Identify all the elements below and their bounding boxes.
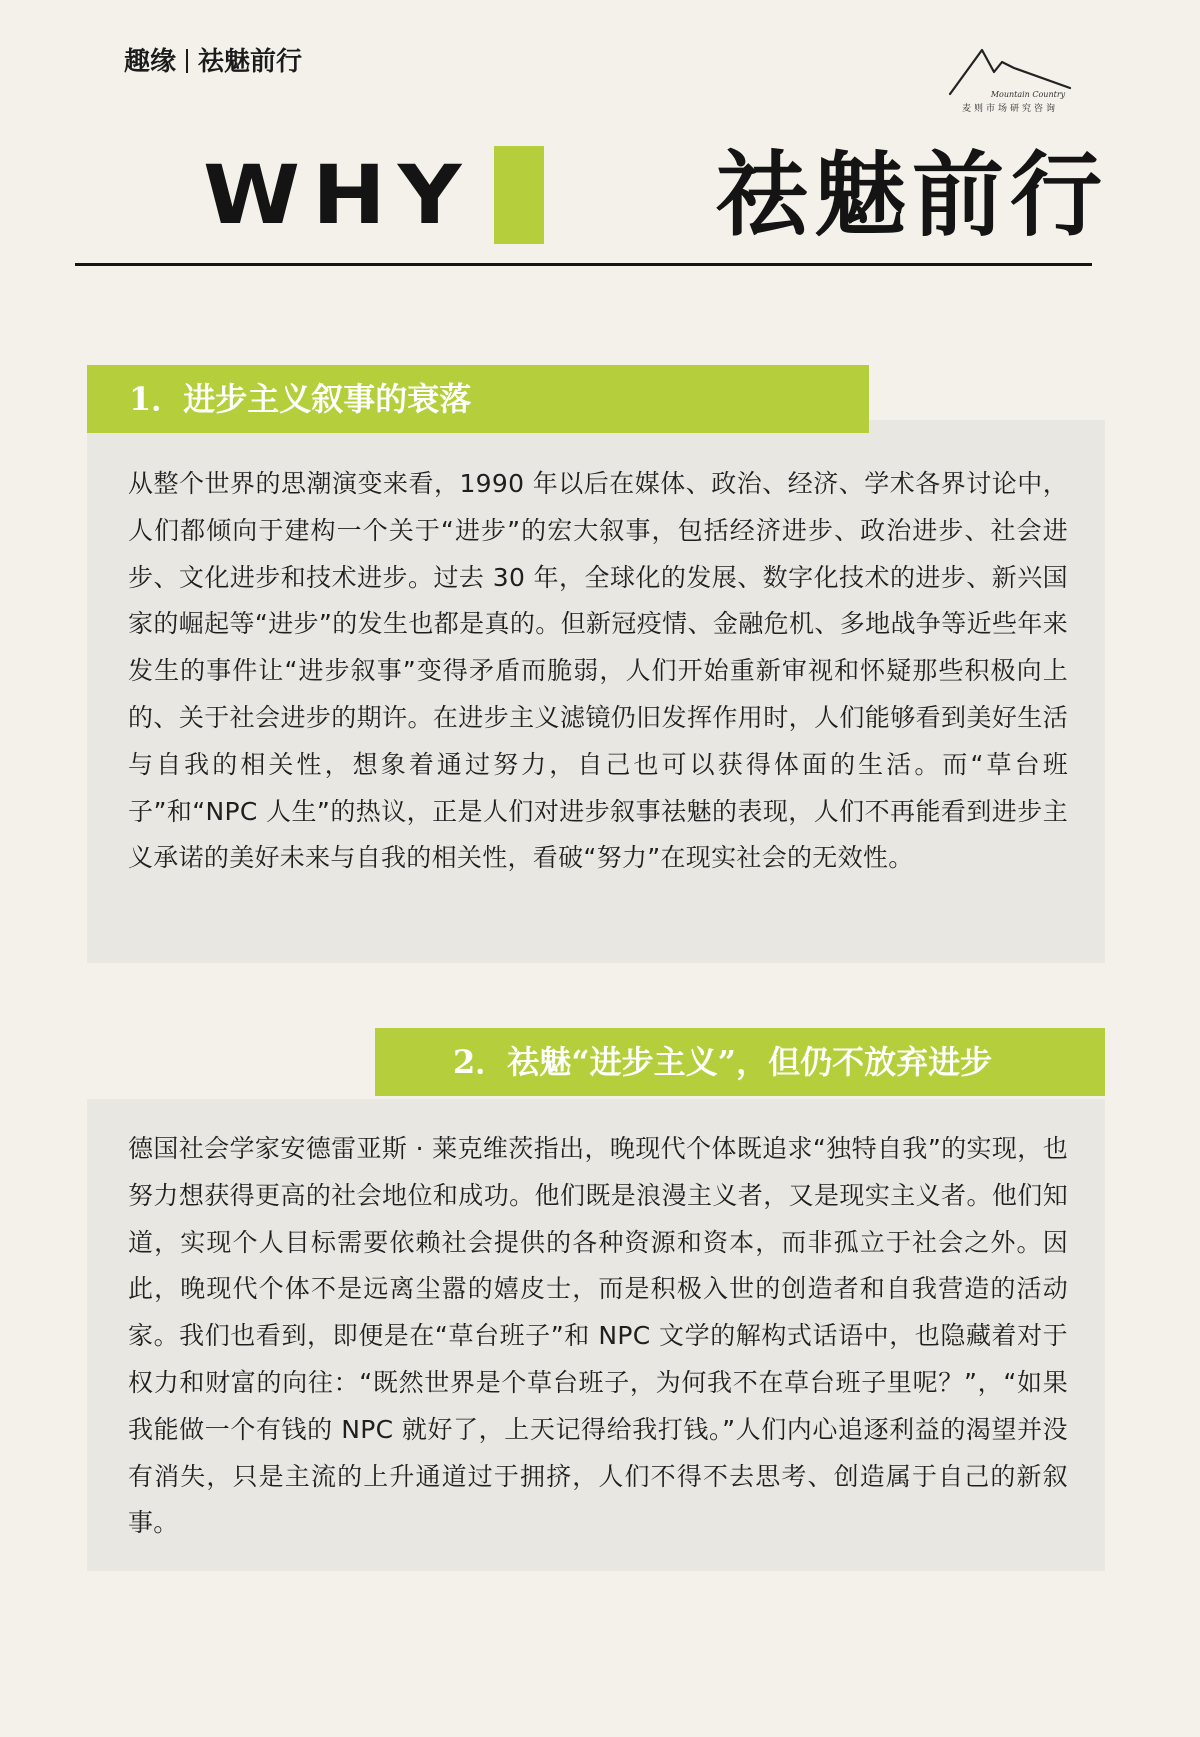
breadcrumb-divider xyxy=(186,49,188,73)
breadcrumb-category: 趣缘 xyxy=(124,47,177,77)
section-1-heading: 1．进步主义叙事的衰落 xyxy=(87,365,869,433)
accent-block xyxy=(494,146,544,244)
section-2-heading: 2．祛魅“进步主义”，但仍不放弃进步 xyxy=(375,1028,1105,1096)
breadcrumb-page: 祛魅前行 xyxy=(198,47,303,77)
breadcrumb xyxy=(124,44,302,80)
header-divider xyxy=(75,263,1092,266)
section-2-body: 德国社会学家安德雷亚斯 · 莱克维茨指出，晚现代个体既追求“独特自我”的实现，也努力想获得更高的社会地位和成功。他们既是浪漫主义者，又是现实主义者。他们知道，实现个人目标需要依赖社会提供的各种资源和资本，而非孤立于社会之外。因此，晚现代个体不是远离尘嚣的嬉皮士，而是积极入世的创造者和自我营造的活动家。我们也看到，即便是在“草台班子”和 NPC 文学的解构式话语中，也隐藏着对于权力和财富的向往：“既然世界是个草台班子，为何我不在草台班子里呢？”，“如果我能做一个有钱的 NPC 就好了，上天记得给我打钱。”人们内心追逐利益的渴望并没有消失，只是主流的上升通道过于拥挤，人们不得不去思考、创造属于自己的新叙事。 xyxy=(128,1134,1068,1538)
brand-logo xyxy=(944,44,1076,122)
why-label: WHY xyxy=(203,147,474,243)
page-title: 祛魅前行 xyxy=(716,141,1109,249)
mountain-icon xyxy=(944,44,1076,104)
logo-text: 麦则市场研究咨询 xyxy=(961,104,1058,114)
logo-script: Mountain Country xyxy=(990,90,1066,99)
section-1-body: 从整个世界的思潮演变来看，1990 年以后在媒体、政治、经济、学术各界讨论中，人们都倾向于建构一个关于“进步”的宏大叙事，包括经济进步、政治进步、社会进步、文化进步和技术进步。过去 30 年，全球化的发展、数字化技术的进步、新兴国家的崛起等“进步”的发生也都是真的。但新冠疫情、金融危机、多地战争等近些年来发生的事件让“进步叙事”变得矛盾而脆弱，人们开始重新审视和怀疑那些积极向上的、关于社会进步的期许。在进步主义滤镜仍旧发挥作用时，人们能够看到美好生活与自我的相关性，想象着通过努力，自己也可以获得体面的生活。而“草台班子”和“NPC 人生”的热议，正是人们对进步叙事祛魅的表现，人们不再能看到进步主义承诺的美好未来与自我的相关性，看破“努力”在现实社会的无效性。 xyxy=(128,469,1068,873)
